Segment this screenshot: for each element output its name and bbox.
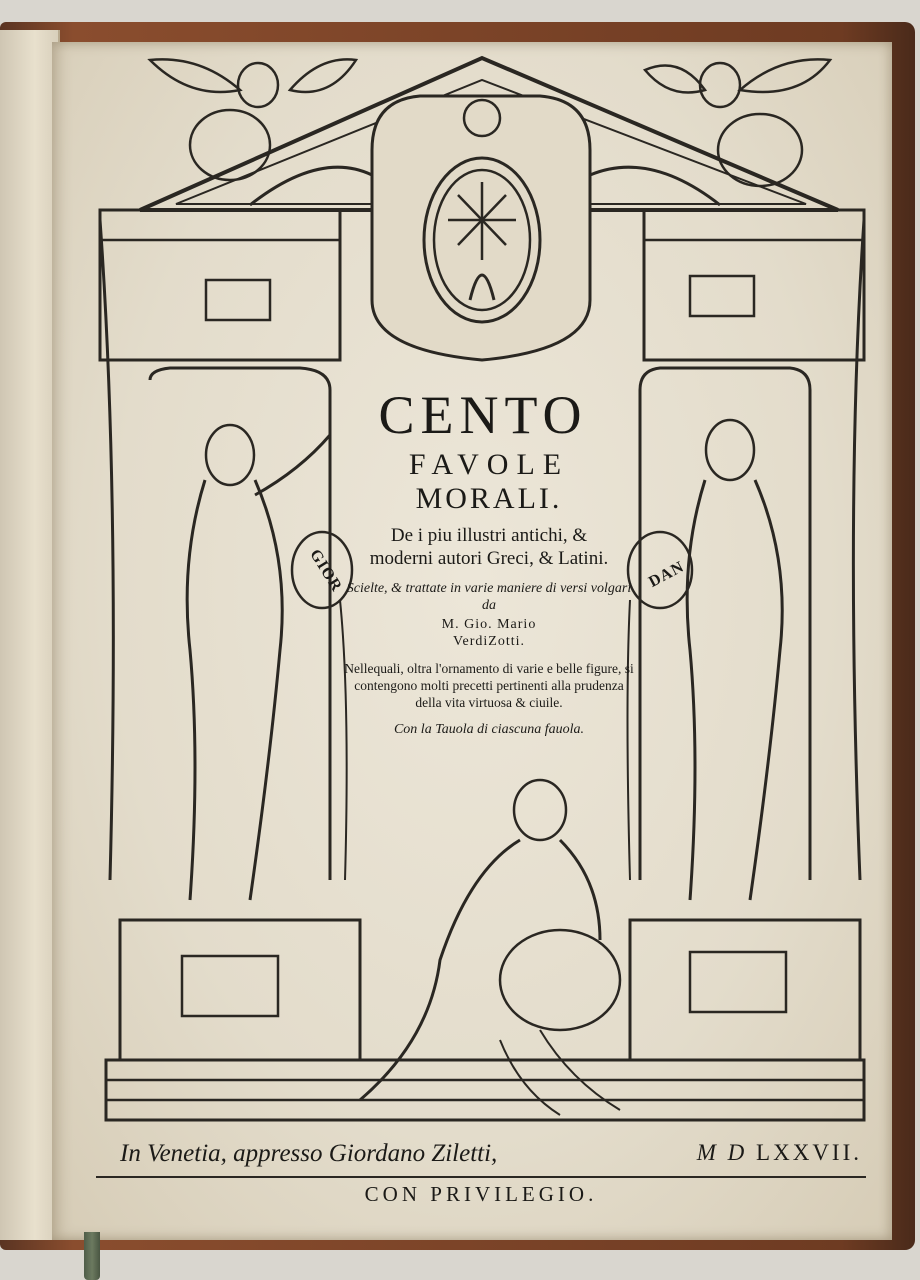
tavola-note: Con la Tauola di ciascuna fauola. [393, 722, 585, 737]
imprint-date [697, 1140, 862, 1166]
imprint-rule [96, 1176, 866, 1178]
subtitle-line2: moderni autori Greci, & Latini. [369, 548, 609, 569]
title-line2: FAVOLE [408, 448, 570, 481]
river-god-figure [360, 780, 620, 1115]
imprint-place-printer: In Venetia, appresso Giordano Ziletti, [120, 1140, 498, 1167]
right-urn-inscription: DAN [645, 558, 688, 591]
right-allegorical-figure [628, 420, 783, 900]
date-rest: LXXVII. [756, 1140, 862, 1165]
title-line3: MORALI. [415, 482, 563, 515]
subtitle-line1: De i piu illustri antichi, & [390, 525, 588, 546]
title-main: CENTO [378, 385, 588, 445]
author-line2: VerdiZotti. [452, 634, 526, 649]
author-line1: M. Gio. Mario [441, 617, 537, 632]
scielte-text: Scielte, & trattate in varie maniere di versi volgari da [346, 581, 632, 613]
title-block [344, 386, 634, 738]
left-urn-inscription: GIOR [306, 546, 346, 596]
date-d: D [727, 1140, 748, 1165]
left-allegorical-figure [187, 425, 352, 900]
privilege-line: CON PRIVILEGIO. [364, 1182, 598, 1206]
imprint [96, 1134, 866, 1174]
date-m: M [696, 1140, 719, 1165]
coat-of-arms-cartouche [372, 96, 590, 360]
description-text: Nellequali, oltra l'ornamento di varie e belle figure, si contengono molti precetti pertinenti alla prudenza della vita virtuosa & ciuile. [344, 661, 634, 710]
